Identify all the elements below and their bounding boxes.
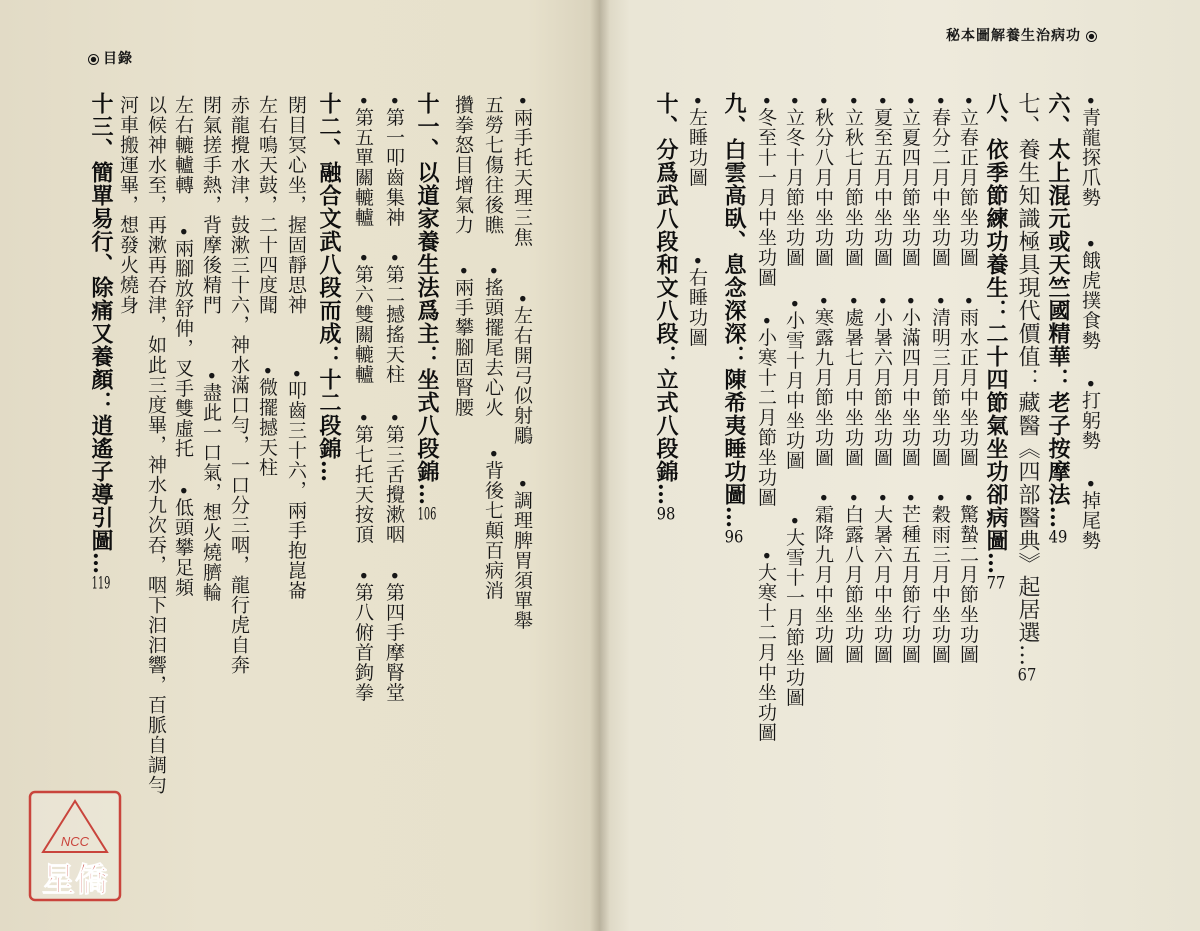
page-number: 77 (986, 575, 1006, 592)
toc-subitem: •右睡功圖 (686, 255, 708, 348)
chapter-12-items-column (201, 0, 221, 931)
page-number: 49 (1048, 529, 1068, 546)
chapter-title: 十一、以道家養生法爲主：坐式八段錦… (414, 92, 440, 506)
page-number: 67 (1017, 667, 1037, 684)
page-number: 119 (91, 575, 111, 592)
toc-subitem: 閉氣搓手熱，背摩後精門 (200, 95, 222, 315)
chapter-8-items-column (930, 0, 950, 931)
chapter-11-heading (415, 92, 439, 523)
chapter-10-items-column (453, 0, 473, 931)
toc-subitem: •第三舌攪漱咽 (383, 412, 405, 545)
toc-subitem: •立春正月節坐功圖 (957, 95, 979, 268)
toc-subitem: •第八俯首鉤拳 (352, 570, 374, 703)
bullseye-icon (88, 54, 99, 65)
toc-subitem: •低頭攀足頻 (172, 485, 194, 598)
toc-subitem: •大暑六月中坐功圖 (871, 492, 893, 665)
chapter-8-items-column (756, 0, 776, 931)
chapter-10-items-column (512, 0, 532, 931)
chapter-9-items-column (687, 0, 707, 931)
chapter-title: 十、分爲武八段和文八段：立式八段錦… (653, 92, 679, 506)
chapter-12-items-column (229, 0, 249, 931)
toc-subitem: •第四手摩腎堂 (383, 570, 405, 703)
section-title: 目錄 (103, 51, 133, 67)
toc-subitem: •小滿四月中坐功圖 (899, 295, 921, 468)
book-title: 秘本圖解養生治病功 (946, 28, 1081, 44)
toc-subitem: •冬至十一月中坐功圖 (755, 95, 777, 288)
chapter-8-items-column (784, 0, 804, 931)
chapter-12-heading (317, 92, 341, 483)
toc-subitem: •叩齒三十六，兩手抱崑崙 (285, 368, 307, 601)
chapter-8-items-column (813, 0, 833, 931)
chapter-8-items-column (900, 0, 920, 931)
chapter-8-items-column (872, 0, 892, 931)
toc-subitem: •兩手攀腳固腎腰 (452, 265, 474, 418)
toc-subitem: •第五單關轆轤 (352, 95, 374, 228)
chapter-12-items-column (146, 0, 166, 931)
chapter-7-heading (1015, 92, 1039, 684)
chapter-title: 七、養生知識極具現代價值：藏醫《四部醫典》起居選… (1015, 92, 1040, 667)
chapter-10-heading (654, 92, 678, 523)
toc-subitem: •立秋七月節坐功圖 (842, 95, 864, 268)
toc-subitem: 左右鳴天鼓，二十四度聞 (256, 95, 278, 315)
chapter-5-continued-column (1080, 0, 1100, 931)
toc-subitem: •立夏四月節坐功圖 (899, 95, 921, 268)
toc-subitem: •背後七顛百病消 (482, 448, 504, 601)
chapter-11-items-column (384, 0, 404, 931)
toc-subitem: 河車搬運畢，想發火燒身 (117, 95, 139, 315)
chapter-title: 十二、融合文武八段而成：十二段錦… (316, 92, 342, 483)
chapter-11-items-column (353, 0, 373, 931)
toc-subitem: •清明三月節坐功圖 (929, 295, 951, 468)
chapter-12-items-column (286, 0, 306, 931)
chapter-8-items-column (958, 0, 978, 931)
toc-subitem: •大雪十一月節坐功圖 (783, 515, 805, 708)
toc-subitem: •小寒十二月節坐功圖 (755, 315, 777, 508)
toc-subitem: 赤龍攪水津，鼓漱三十六，神水滿口勻，一口分三咽，龍行虎自奔 (228, 95, 250, 675)
toc-subitem: •青龍探爪勢 (1079, 95, 1101, 208)
chapter-title: 十三、簡單易行、除痛又養顏：逍遙子導引圖… (88, 92, 114, 575)
toc-subitem: •第六雙關轆轤 (352, 252, 374, 385)
toc-subitem: •掉尾勢 (1079, 478, 1101, 551)
chapter-12-items-column (257, 0, 277, 931)
toc-subitem: •立冬十月節坐功圖 (783, 95, 805, 268)
toc-subitem: •第二撼搖天柱 (383, 252, 405, 385)
stamp-name: 星僑 (42, 860, 108, 899)
toc-subitem: 左右轆轤轉 (172, 95, 194, 195)
toc-subitem: 以候神水至，再漱再吞津，如此三度畢，神水九次吞，咽下汩汩響，百脈自調勻 (145, 95, 167, 795)
toc-subitem: •兩腳放舒伸，叉手雙虛托 (172, 226, 194, 459)
page-number: 106 (417, 506, 437, 523)
toc-subitem: •夏至五月中坐功圖 (871, 95, 893, 268)
chapter-9-heading (722, 92, 746, 546)
toc-subitem: •左右開弓似射鵰 (511, 293, 533, 446)
toc-subitem: •打躬勢 (1079, 378, 1101, 451)
toc-subitem: •第七托天按頂 (352, 412, 374, 545)
book-spine-shadow (590, 0, 610, 931)
chapter-8-items-column (843, 0, 863, 931)
toc-subitem: •小雪十月中坐功圖 (783, 298, 805, 471)
toc-subitem: •芒種五月節行功圖 (899, 492, 921, 665)
toc-subitem: •處暑七月中坐功圖 (842, 295, 864, 468)
chapter-10-items-column (483, 0, 503, 931)
toc-subitem: •第一叩齒集神 (383, 95, 405, 228)
chapter-13-heading (89, 92, 113, 592)
page-number: 96 (724, 529, 744, 546)
toc-subitem: •盡此一口氣，想火燒臍輪 (200, 370, 222, 603)
toc-subitem: •兩手托天理三焦 (511, 95, 533, 248)
toc-subitem: •寒露九月節坐功圖 (812, 295, 834, 468)
toc-subitem: •驚蟄二月節坐功圖 (957, 492, 979, 665)
toc-subitem: •調理脾胃須單舉 (511, 478, 533, 631)
toc-subitem: •搖頭擺尾去心火 (482, 265, 504, 418)
chapter-6-heading (1046, 92, 1070, 546)
toc-subitem: •微擺撼天柱 (256, 365, 278, 478)
toc-subitem: •小暑六月節坐功圖 (871, 295, 893, 468)
toc-subitem: 攢拳怒目增氣力 (452, 95, 474, 235)
chapter-title: 八、依季節練功養生：二十四節氣坐功卻病圖… (983, 92, 1009, 575)
toc-subitem: •餓虎撲食勢 (1079, 238, 1101, 351)
toc-subitem: •秋分八月中坐功圖 (812, 95, 834, 268)
chapter-title: 九、白雲高臥、息念深深：陳希夷睡功圖… (721, 92, 747, 529)
toc-subitem: •雨水正月中坐功圖 (957, 295, 979, 468)
toc-subitem: 閉目冥心坐，握固靜思神 (285, 95, 307, 315)
toc-subitem: •霜降九月中坐功圖 (812, 492, 834, 665)
page-number: 98 (656, 506, 676, 523)
toc-subitem: 五勞七傷往後瞧 (482, 95, 504, 235)
chapter-title: 六、太上混元或天竺國精華：老子按摩法… (1045, 92, 1071, 529)
chapter-8-heading (984, 92, 1008, 592)
toc-subitem: •大寒十二月中坐功圖 (755, 550, 777, 743)
toc-subitem: •穀雨三月中坐功圖 (929, 492, 951, 665)
toc-subitem: •左睡功圖 (686, 95, 708, 188)
toc-subitem: •春分二月中坐功圖 (929, 95, 951, 268)
stamp-mark: NCC (60, 834, 90, 849)
ncc-seal-stamp (28, 790, 122, 902)
toc-subitem: •白露八月節坐功圖 (842, 492, 864, 665)
chapter-12-items-column (173, 0, 193, 931)
